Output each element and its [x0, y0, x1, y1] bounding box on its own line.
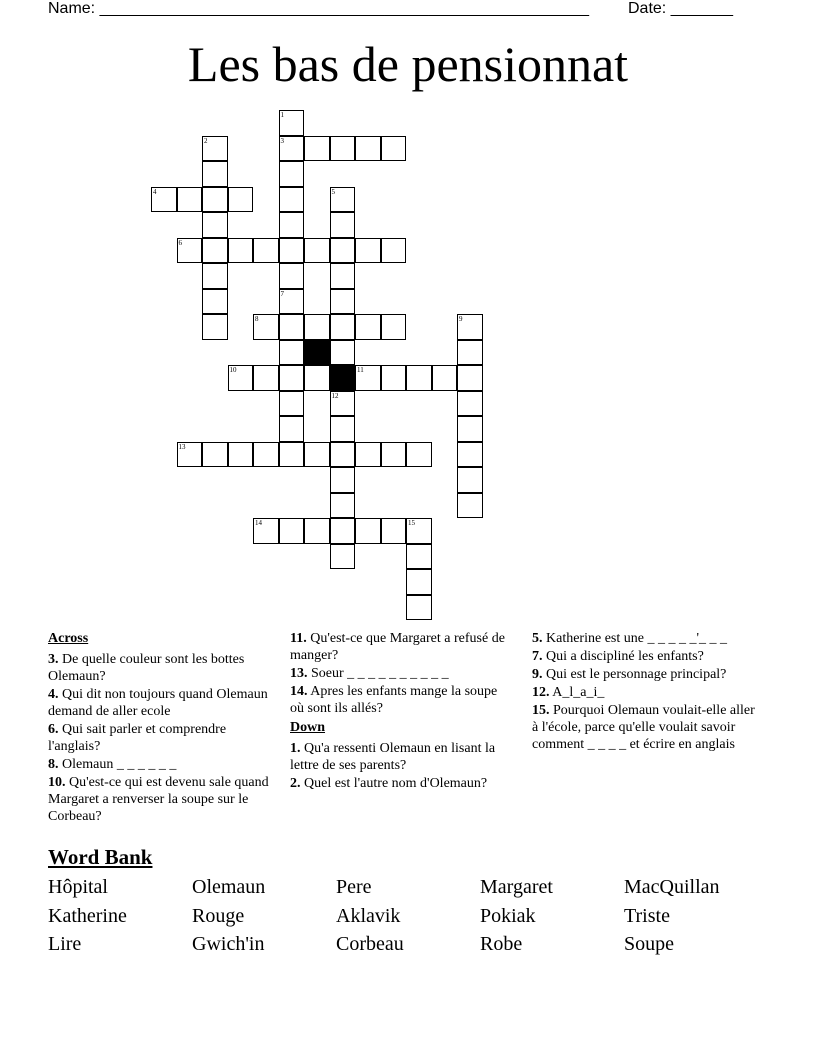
crossword-cell[interactable]: [202, 263, 228, 289]
crossword-cell[interactable]: [304, 238, 330, 264]
crossword-cell[interactable]: [355, 136, 381, 162]
crossword-cell[interactable]: [355, 238, 381, 264]
crossword-cell[interactable]: [457, 391, 483, 417]
word-bank-item: Pere: [336, 876, 372, 898]
clue-number: 10.: [48, 775, 66, 790]
clue-text: A_l_a_i_: [549, 685, 605, 700]
down-clue: [532, 648, 758, 665]
crossword-cell[interactable]: [304, 442, 330, 468]
crossword-cell[interactable]: [330, 187, 356, 213]
word-bank-item: Aklavik: [336, 904, 401, 927]
crossword-cell[interactable]: [151, 187, 177, 213]
crossword-cell[interactable]: [304, 518, 330, 544]
crossword-cell[interactable]: [330, 314, 356, 340]
crossword-cell[interactable]: [330, 136, 356, 162]
crossword-cell[interactable]: [406, 569, 432, 595]
crossword-cell[interactable]: [279, 314, 305, 340]
crossword-cell[interactable]: [279, 518, 305, 544]
crossword-black-cell: [304, 340, 330, 366]
crossword-cell[interactable]: [228, 238, 254, 264]
clue-text: Qui dit non toujours quand Olemaun demand de aller ecole: [48, 687, 268, 719]
crossword-cell[interactable]: [279, 263, 305, 289]
crossword-cell[interactable]: [432, 365, 458, 391]
crossword-cell[interactable]: [202, 161, 228, 187]
crossword-cell[interactable]: [355, 314, 381, 340]
clue-number: 9: [459, 315, 463, 323]
crossword-cell[interactable]: [279, 110, 305, 136]
across-clue: [48, 721, 273, 755]
date-field-label[interactable]: Date: _______: [628, 0, 733, 17]
crossword-cell[interactable]: [304, 365, 330, 391]
down-clue: [532, 630, 758, 647]
clue-number: 14: [255, 519, 262, 527]
crossword-cell[interactable]: [381, 442, 407, 468]
word-bank-item: Rouge: [192, 904, 245, 927]
crossword-cell[interactable]: [381, 365, 407, 391]
crossword-cell[interactable]: [279, 161, 305, 187]
crossword-cell[interactable]: [406, 595, 432, 621]
crossword-cell[interactable]: [406, 518, 432, 544]
page-title: Les bas de pensionnat: [187, 36, 629, 92]
crossword-cell[interactable]: [279, 289, 305, 315]
crossword-cell[interactable]: [457, 314, 483, 340]
crossword-cell[interactable]: [457, 416, 483, 442]
crossword-cell[interactable]: [330, 544, 356, 570]
clue-number: 6: [178, 238, 182, 247]
clue-text: Pourquoi Olemaun voulait-elle aller à l'école, parce qu'elle voulait savoir comment _ _ _ _ et écrire en anglais: [532, 703, 755, 752]
crossword-cell[interactable]: [253, 238, 279, 264]
clue-number: 13: [178, 442, 186, 451]
crossword-cell[interactable]: [381, 136, 407, 162]
crossword-cell[interactable]: [330, 391, 356, 417]
crossword-cell[interactable]: [406, 442, 432, 468]
crossword-black-cell: [330, 365, 356, 391]
word-bank-item: Olemaun: [192, 876, 266, 898]
crossword-cell[interactable]: [279, 212, 305, 238]
crossword-cell[interactable]: [253, 365, 279, 391]
crossword-cell[interactable]: [355, 518, 381, 544]
clue-number: 3: [280, 136, 284, 145]
crossword-cell[interactable]: [457, 365, 483, 391]
crossword-cell[interactable]: [304, 136, 330, 162]
clue-number: 7: [280, 289, 284, 298]
crossword-cell[interactable]: [279, 187, 305, 213]
clue-number: 15.: [532, 703, 550, 718]
crossword-cell[interactable]: [304, 314, 330, 340]
crossword-cell[interactable]: [457, 340, 483, 366]
crossword-cell[interactable]: [228, 187, 254, 213]
clue-number: 1.: [290, 741, 301, 756]
clue-text: Qui sait parler et comprendre l'anglais?: [48, 722, 227, 754]
clue-number: 11.: [290, 631, 307, 646]
clue-number: 15: [408, 519, 415, 527]
crossword-cell[interactable]: [355, 365, 381, 391]
clue-text: Katherine est une _ _ _ _ _'_ _ _: [542, 631, 727, 646]
across-clue: [290, 683, 508, 717]
crossword-cell[interactable]: [202, 289, 228, 315]
across-clue: [290, 665, 508, 682]
down-clue: [532, 702, 758, 753]
crossword-cell[interactable]: [457, 467, 483, 493]
word-bank-item: Lire: [48, 933, 82, 955]
crossword-cell[interactable]: [177, 238, 203, 264]
crossword-cell[interactable]: [381, 314, 407, 340]
crossword-cell[interactable]: [330, 467, 356, 493]
clue-text: Olemaun _ _ _ _ _ _: [58, 757, 177, 772]
clue-number: 14.: [290, 684, 308, 699]
crossword-cell[interactable]: [330, 263, 356, 289]
clue-number: 8: [255, 315, 259, 323]
word-bank-item: Triste: [624, 904, 670, 927]
clue-number: 12: [331, 391, 339, 400]
crossword-cell[interactable]: [253, 442, 279, 468]
crossword-cell[interactable]: [355, 442, 381, 468]
crossword-cell[interactable]: [228, 442, 254, 468]
clue-number: 11: [357, 366, 364, 374]
word-bank-item: Robe: [480, 933, 523, 955]
word-bank-item: Gwich'in: [192, 933, 265, 955]
crossword-cell[interactable]: [202, 442, 228, 468]
crossword-cell[interactable]: [253, 314, 279, 340]
clue-number: 13.: [290, 666, 308, 681]
crossword-cell[interactable]: [279, 442, 305, 468]
crossword-cell[interactable]: [253, 518, 279, 544]
crossword-cell[interactable]: [202, 314, 228, 340]
across-clue: [48, 651, 273, 685]
word-bank-item: Hôpital: [48, 876, 108, 898]
clues-column-3: [532, 630, 758, 754]
clue-number: 4.: [48, 687, 59, 702]
across-clue: [48, 774, 273, 825]
crossword-cell[interactable]: [279, 136, 305, 162]
word-bank-item: Pokiak: [480, 904, 536, 927]
crossword-cell[interactable]: [330, 518, 356, 544]
word-bank-item: Corbeau: [336, 933, 404, 955]
crossword-cell[interactable]: [330, 340, 356, 366]
crossword-cell[interactable]: [381, 518, 407, 544]
word-bank-item: Soupe: [624, 933, 674, 955]
word-bank-item: Katherine: [48, 904, 127, 927]
crossword-cell[interactable]: [279, 340, 305, 366]
crossword-cell[interactable]: [279, 365, 305, 391]
crossword-cell[interactable]: [381, 238, 407, 264]
word-bank-item: Margaret: [480, 876, 553, 898]
crossword-cell[interactable]: [457, 493, 483, 519]
clue-number: 1: [280, 111, 284, 119]
clue-text: Qu'a ressenti Olemaun en lisant la lettre de ses parents?: [290, 741, 496, 773]
crossword-cell[interactable]: [202, 238, 228, 264]
clue-text: Quel est l'autre nom d'Olemaun?: [300, 776, 488, 791]
down-clue: [532, 666, 758, 683]
clue-number: 4: [153, 187, 157, 196]
crossword-cell[interactable]: [202, 212, 228, 238]
crossword-cell[interactable]: [330, 212, 356, 238]
clue-number: 10: [229, 366, 237, 374]
crossword-cell[interactable]: [330, 289, 356, 315]
crossword-cell[interactable]: [406, 365, 432, 391]
clue-text: Soeur _ _ _ _ _ _ _ _ _ _: [307, 666, 449, 681]
clue-number: 7.: [532, 649, 543, 664]
clue-number: 2: [204, 136, 208, 145]
clue-number: 12.: [532, 685, 550, 700]
down-clue: [532, 684, 758, 701]
clues-column-1: [48, 630, 273, 826]
down-heading: Down: [290, 720, 326, 735]
clue-number: 6.: [48, 722, 59, 737]
clue-number: 8.: [48, 757, 59, 772]
across-clue: [290, 630, 508, 664]
name-field-label[interactable]: Name: _______________________________________________________: [48, 0, 589, 17]
crossword-cell[interactable]: [202, 187, 228, 213]
clue-number: 2.: [290, 776, 301, 791]
crossword-cell[interactable]: [177, 442, 203, 468]
word-bank-title: Word Bank: [48, 845, 153, 869]
clue-number: 9.: [532, 667, 543, 682]
clue-text: Apres les enfants mange la soupe où sont ils allés?: [290, 684, 498, 716]
clue-text: Qui est le personnage principal?: [542, 667, 727, 682]
across-clue: [48, 756, 273, 773]
crossword-cell[interactable]: [228, 365, 254, 391]
across-clue: [48, 686, 273, 720]
crossword-cell[interactable]: [330, 493, 356, 519]
across-heading: Across: [48, 631, 89, 646]
clue-text: Qu'est-ce que Margaret a refusé de manger?: [290, 631, 505, 663]
clue-text: Qu'est-ce qui est devenu sale quand Margaret a renverser la soupe sur le Corbeau?: [48, 775, 269, 824]
word-bank-item: MacQuillan: [624, 876, 720, 898]
crossword-cell[interactable]: [279, 416, 305, 442]
clue-number: 3.: [48, 652, 59, 667]
clues-column-2: [290, 630, 508, 793]
clue-number: 5: [331, 187, 335, 196]
clue-number: 5.: [532, 631, 543, 646]
crossword-cell[interactable]: [279, 391, 305, 417]
crossword-cell[interactable]: [330, 238, 356, 264]
crossword-cell[interactable]: [330, 442, 356, 468]
crossword-cell[interactable]: [406, 544, 432, 570]
crossword-cell[interactable]: [279, 238, 305, 264]
clue-text: Qui a discipliné les enfants?: [542, 649, 704, 664]
down-clue: [290, 775, 508, 792]
down-clue: [290, 740, 508, 774]
crossword-cell[interactable]: [457, 442, 483, 468]
clue-text: De quelle couleur sont les bottes Olemaun?: [48, 652, 245, 684]
crossword-cell[interactable]: [330, 416, 356, 442]
crossword-cell[interactable]: [202, 136, 228, 162]
crossword-cell[interactable]: [177, 187, 203, 213]
